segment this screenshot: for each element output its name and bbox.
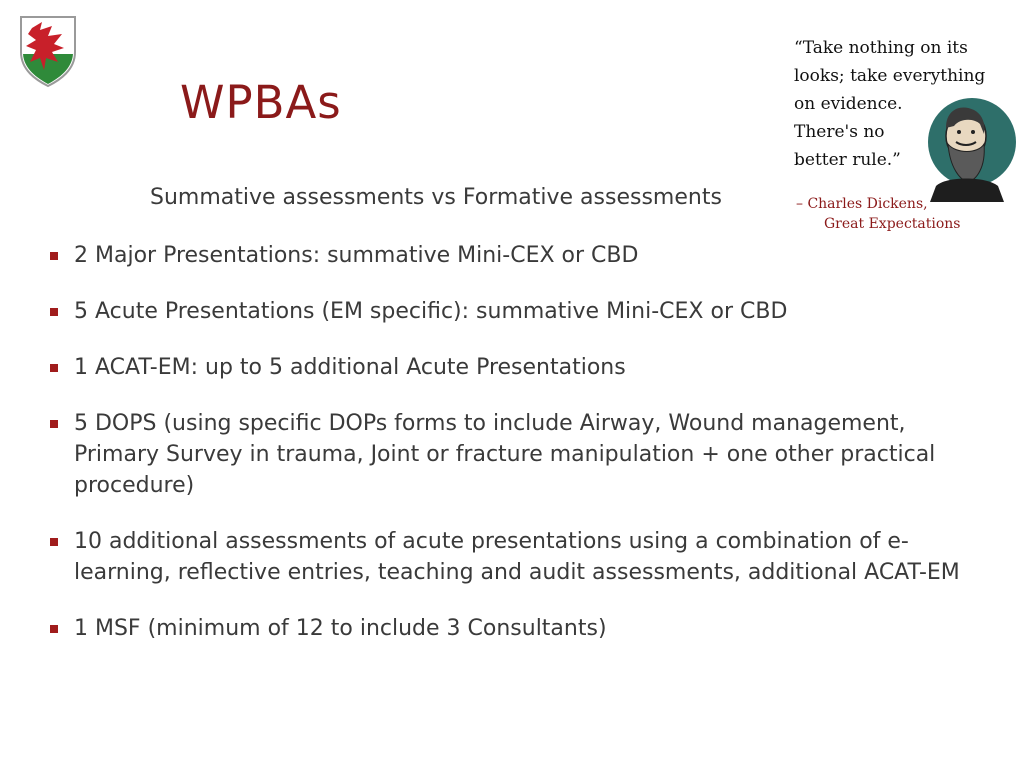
bullet-text: 1 MSF (minimum of 12 to include 3 Consultants): [74, 616, 607, 641]
slide-title: WPBAs: [180, 76, 342, 129]
bullet-text: 5 Acute Presentations (EM specific): summative Mini-CEX or CBD: [74, 299, 788, 324]
bullet-item: [50, 526, 980, 588]
square-bullet-icon: [50, 538, 58, 546]
bullet-item: [50, 240, 980, 271]
square-bullet-icon: [50, 308, 58, 316]
bullet-item: [50, 352, 980, 383]
slide-subtitle: Summative assessments vs Formative assessments: [150, 185, 722, 210]
quote-line: better rule.”: [794, 150, 901, 170]
square-bullet-icon: [50, 420, 58, 428]
dickens-quote: [788, 28, 1022, 240]
welsh-dragon-shield-icon: [18, 14, 78, 88]
charles-dickens-portrait: [916, 84, 1016, 208]
quote-source: Great Expectations: [824, 216, 961, 232]
square-bullet-icon: [50, 252, 58, 260]
square-bullet-icon: [50, 625, 58, 633]
bullet-item: [50, 613, 980, 644]
bullet-list: [50, 240, 980, 669]
bullet-item: [50, 296, 980, 327]
quote-line: on evidence.: [794, 94, 903, 114]
quote-attribution: [796, 194, 961, 234]
quote-author: – Charles Dickens,: [796, 196, 928, 212]
bullet-text: 2 Major Presentations: summative Mini-CEX or CBD: [74, 243, 639, 268]
bullet-text: 10 additional assessments of acute presentations using a combination of e-learning, reflective entries, teaching and audit assessments, additional ACAT-EM: [74, 529, 960, 585]
quote-line: “Take nothing on its: [794, 38, 968, 58]
quote-line: looks; take everything: [794, 66, 986, 86]
bullet-item: [50, 408, 980, 501]
bullet-text: 5 DOPS (using specific DOPs forms to include Airway, Wound management, Primary Survey in trauma, Joint or fracture manipulation + one other practical procedure): [74, 411, 936, 498]
square-bullet-icon: [50, 364, 58, 372]
bullet-text: 1 ACAT-EM: up to 5 additional Acute Presentations: [74, 355, 626, 380]
quote-line: There's no: [794, 122, 885, 142]
